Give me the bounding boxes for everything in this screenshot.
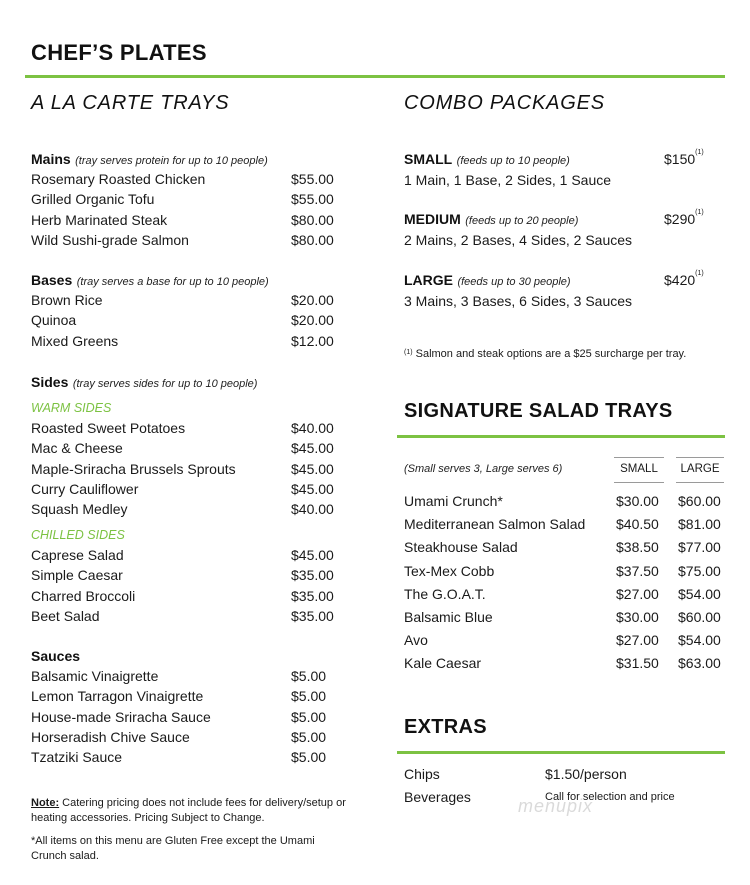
- item-price: $35.00: [291, 567, 334, 584]
- table-row: [404, 632, 725, 655]
- item-name: Squash Medley: [31, 501, 128, 518]
- chilled-sides-list: [31, 547, 341, 628]
- item-price: $5.00: [291, 728, 327, 745]
- sauces-label: Sauces: [31, 648, 81, 664]
- bases-note: (tray serves a base for up to 10 people): [76, 276, 269, 288]
- item-name: Quinoa: [31, 312, 77, 329]
- item-price: $55.00: [291, 171, 334, 187]
- combo-desc: 3 Mains, 3 Bases, 6 Sides, 3 Sauces: [404, 293, 633, 309]
- list-item: [31, 567, 341, 587]
- a-la-carte-title: A LA CARTE TRAYS: [31, 92, 230, 114]
- salad-large-price: $54.00: [678, 585, 721, 602]
- pricing-note: [31, 796, 351, 826]
- combo-price: $420$^{(1)}$: [664, 270, 704, 288]
- item-name: Balsamic Vinaigrette: [31, 668, 159, 684]
- salad-name: Tex-Mex Cobb: [404, 562, 495, 579]
- item-price: $40.00: [291, 501, 334, 518]
- salads-table: [404, 493, 725, 679]
- bases-heading: [31, 272, 269, 290]
- extras-title: EXTRAS: [404, 716, 487, 738]
- item-name: Roasted Sweet Potatoes: [31, 420, 186, 436]
- salad-name: Balsamic Blue: [404, 608, 493, 625]
- item-price: $45.00: [291, 547, 334, 563]
- chilled-sides-label: CHILLED SIDES: [31, 528, 125, 542]
- item-price: $35.00: [291, 587, 334, 604]
- salad-small-price: $30.00: [616, 608, 659, 625]
- item-name: Grilled Organic Tofu: [31, 191, 155, 208]
- item-price: $20.00: [291, 292, 334, 308]
- item-price: $45.00: [291, 440, 334, 457]
- list-item: [31, 481, 341, 501]
- combo-price: $290$^{(1)}$: [664, 209, 704, 227]
- combo-size: SMALL: [404, 151, 453, 167]
- table-row: [404, 539, 725, 562]
- page-title: CHEF’S PLATES: [31, 40, 207, 65]
- salad-name: Mediterranean Salmon Salad: [404, 516, 586, 533]
- combo-title: COMBO PACKAGES: [404, 92, 605, 114]
- salads-title: SIGNATURE SALAD TRAYS: [404, 400, 673, 422]
- combo-feeds: (feeds up to 10 people): [456, 155, 570, 167]
- item-price: $55.00: [291, 191, 334, 208]
- item-price: $80.00: [291, 211, 334, 228]
- combo-footnote: [404, 347, 686, 362]
- salad-large-price: $60.00: [678, 493, 721, 509]
- gluten-note: *All items on this menu are Gluten Free except the Umami Crunch salad.: [31, 835, 315, 862]
- salad-large-price: $75.00: [678, 562, 721, 579]
- combo-feeds: (feeds up to 30 people): [457, 276, 571, 288]
- footnote-marker: (1): [404, 349, 413, 356]
- combo-size: LARGE: [404, 272, 453, 288]
- table-row: [404, 563, 725, 586]
- list-item: [31, 547, 341, 567]
- combo-large: [404, 272, 719, 314]
- item-name: Mixed Greens: [31, 332, 119, 349]
- list-item: [31, 212, 341, 232]
- combo-size: MEDIUM: [404, 211, 461, 227]
- item-name: Horseradish Chive Sauce: [31, 728, 190, 745]
- table-row: [404, 586, 725, 609]
- item-name: Caprese Salad: [31, 547, 124, 563]
- small-col-header: SMALL: [620, 463, 658, 475]
- warm-sides-label: WARM SIDES: [31, 401, 112, 415]
- salads-serves-note: (Small serves 3, Large serves 6): [404, 463, 563, 475]
- salad-large-price: $60.00: [678, 608, 721, 625]
- sides-heading: [31, 374, 257, 392]
- salad-small-price: $38.50: [616, 539, 659, 556]
- warm-sides-list: [31, 420, 341, 521]
- footnote-marker: (1): [695, 149, 704, 156]
- footnote-marker: (1): [695, 270, 704, 277]
- large-col-rule-bottom: [676, 482, 724, 483]
- list-item: [31, 501, 341, 521]
- item-price: $12.00: [291, 332, 334, 349]
- salads-divider: [397, 435, 725, 438]
- extra-price: $1.50/person: [545, 766, 627, 782]
- salad-large-price: $63.00: [678, 655, 721, 672]
- combo-desc: 2 Mains, 2 Bases, 4 Sides, 2 Sauces: [404, 232, 633, 248]
- table-row: [404, 655, 725, 678]
- sauces-list: [31, 668, 341, 769]
- mains-label: Mains: [31, 151, 71, 167]
- small-col-rule: [614, 457, 664, 458]
- mains-heading: [31, 151, 268, 169]
- extra-price: Call for selection and price: [545, 791, 675, 803]
- item-name: Rosemary Roasted Chicken: [31, 171, 206, 187]
- table-row: [404, 609, 725, 632]
- combo-price: $150$^{(1)}$: [664, 149, 704, 167]
- extra-name: Chips: [404, 766, 440, 782]
- salad-small-price: $27.00: [616, 632, 659, 649]
- salad-name: Umami Crunch*: [404, 493, 503, 509]
- item-price: $5.00: [291, 708, 327, 725]
- list-item: [31, 729, 341, 749]
- small-col-rule-bottom: [614, 482, 664, 483]
- table-row: [404, 516, 725, 539]
- item-name: Mac & Cheese: [31, 440, 123, 457]
- watermark-logo: menupix: [518, 796, 594, 816]
- salad-name: The G.O.A.T.: [404, 585, 486, 602]
- item-name: Beet Salad: [31, 607, 100, 624]
- extra-name: Beverages: [404, 789, 471, 805]
- bases-list: [31, 292, 341, 353]
- salad-large-price: $81.00: [678, 516, 721, 533]
- list-item: [31, 608, 341, 628]
- salad-small-price: $30.00: [616, 493, 659, 509]
- bases-label: Bases: [31, 272, 73, 288]
- list-item: [31, 709, 341, 729]
- salad-name: Kale Caesar: [404, 655, 482, 672]
- salad-small-price: $27.00: [616, 585, 659, 602]
- salad-large-price: $54.00: [678, 632, 721, 649]
- combo-medium: [404, 211, 719, 253]
- list-item: [31, 292, 341, 312]
- list-item: [31, 232, 341, 252]
- salad-name: Avo: [404, 632, 428, 649]
- list-item: [31, 688, 341, 708]
- item-name: Charred Broccoli: [31, 587, 136, 604]
- item-name: Lemon Tarragon Vinaigrette: [31, 688, 204, 705]
- item-price: $5.00: [291, 668, 327, 684]
- header-divider: [25, 75, 725, 78]
- mains-list: [31, 171, 341, 252]
- extras-divider: [397, 751, 725, 754]
- list-item: [31, 588, 341, 608]
- footnote-marker: (1): [695, 209, 704, 216]
- list-item: [31, 461, 341, 481]
- item-price: $35.00: [291, 607, 334, 624]
- item-price: $20.00: [291, 312, 334, 329]
- item-name: Tzatziki Sauce: [31, 749, 123, 766]
- item-name: Brown Rice: [31, 292, 103, 308]
- sides-label: Sides: [31, 374, 69, 390]
- large-col-header: LARGE: [680, 463, 720, 475]
- list-item: [31, 749, 341, 769]
- item-name: Curry Cauliflower: [31, 480, 139, 497]
- salad-small-price: $37.50: [616, 562, 659, 579]
- list-item: [31, 191, 341, 211]
- salad-large-price: $77.00: [678, 539, 721, 556]
- footnote-text: Salmon and steak options are a $25 surcharge per tray.: [415, 348, 687, 360]
- salad-small-price: $31.50: [616, 655, 659, 672]
- item-price: $5.00: [291, 749, 327, 766]
- salad-small-price: $40.50: [616, 516, 659, 533]
- note-label: Note:: [31, 797, 60, 809]
- item-price: $40.00: [291, 420, 334, 436]
- item-name: Herb Marinated Steak: [31, 211, 168, 228]
- list-item: [31, 312, 341, 332]
- combo-feeds: (feeds up to 20 people): [465, 215, 579, 227]
- list-item: [31, 333, 341, 353]
- item-price: $45.00: [291, 460, 334, 477]
- salad-name: Steakhouse Salad: [404, 539, 518, 556]
- table-row: [404, 493, 725, 516]
- list-item: [31, 420, 341, 440]
- list-item: [31, 171, 341, 191]
- item-price: $80.00: [291, 231, 334, 248]
- mains-note: (tray serves protein for up to 10 people): [75, 155, 268, 167]
- item-name: Simple Caesar: [31, 567, 123, 584]
- item-price: $5.00: [291, 688, 327, 705]
- item-name: Maple-Sriracha Brussels Sprouts: [31, 460, 236, 477]
- item-name: House-made Sriracha Sauce: [31, 708, 211, 725]
- item-price: $45.00: [291, 480, 334, 497]
- list-item: [404, 766, 724, 789]
- combo-small: [404, 151, 719, 193]
- note-text: Catering pricing does not include fees for delivery/setup or heating accessories. Pricing Subject to Change.: [31, 797, 346, 824]
- item-name: Wild Sushi-grade Salmon: [31, 231, 189, 248]
- list-item: [31, 440, 341, 460]
- list-item: [31, 668, 341, 688]
- sides-note: (tray serves sides for up to 10 people): [72, 378, 258, 390]
- combo-desc: 1 Main, 1 Base, 2 Sides, 1 Sauce: [404, 172, 612, 188]
- large-col-rule: [676, 457, 724, 458]
